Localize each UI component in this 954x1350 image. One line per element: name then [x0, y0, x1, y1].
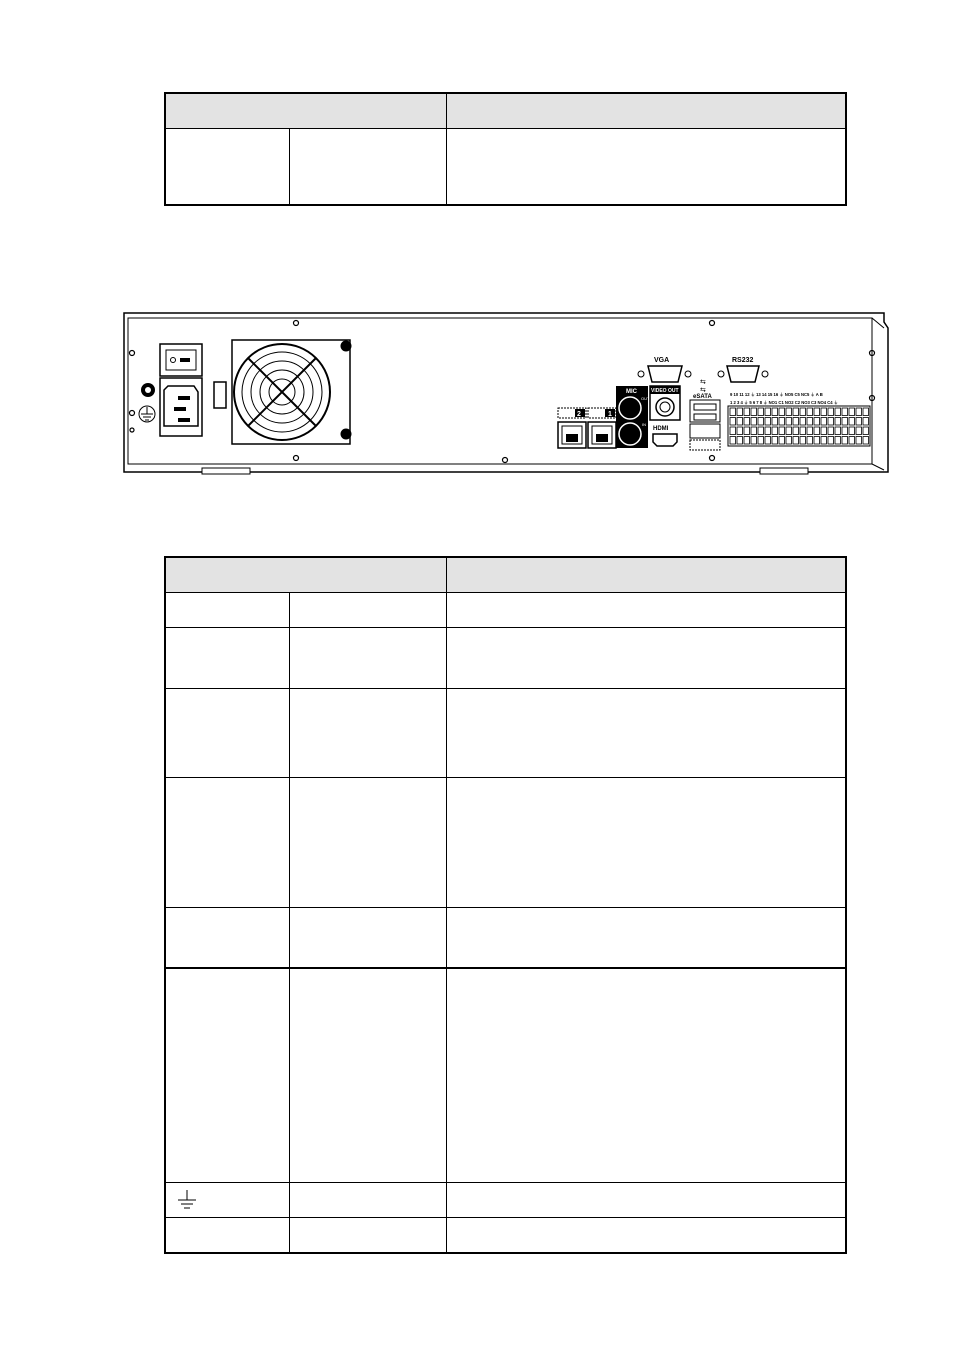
terminal-cell [737, 418, 743, 426]
hdmi-label: HDMI [653, 426, 669, 432]
terminal-cell [835, 437, 841, 445]
terminal-cell [863, 418, 869, 426]
terminal-cell [842, 437, 848, 445]
table-row [165, 593, 846, 628]
lan1-label: 1 [608, 411, 612, 418]
terminal-cell [758, 418, 764, 426]
table-cell [289, 778, 446, 908]
terminal-cell [821, 418, 827, 426]
terminal-cell [842, 408, 848, 416]
table-row [165, 129, 846, 205]
mic-in-label: IN [642, 422, 646, 427]
table-cell [165, 968, 289, 1183]
terminal-cell [835, 408, 841, 416]
terminal-cell [751, 418, 757, 426]
terminal-cell [863, 437, 869, 445]
terminal-cell [814, 437, 820, 445]
table-cell [165, 1183, 289, 1218]
terminal-cell [779, 437, 785, 445]
table-cell [289, 1183, 446, 1218]
table-row [165, 1183, 846, 1218]
terminal-cell [737, 427, 743, 435]
terminal-cell [849, 408, 855, 416]
rear-panel-diagram [120, 310, 890, 478]
header-cell [446, 557, 846, 593]
terminal-cell [835, 427, 841, 435]
terminal-cell [856, 418, 862, 426]
terminal-cell [730, 408, 736, 416]
table-cell [289, 968, 446, 1183]
terminal-cell [751, 437, 757, 445]
terminal-cell [863, 427, 869, 435]
terminal-cell [744, 437, 750, 445]
terminal-cell [856, 408, 862, 416]
table-cell [289, 593, 446, 628]
usb-icon: ⇆ [700, 387, 706, 394]
terminal-cell [730, 427, 736, 435]
terminal-cell [849, 427, 855, 435]
table-row [165, 628, 846, 689]
terminal-cell [793, 427, 799, 435]
terminal-cell [828, 437, 834, 445]
terminal-cell [800, 427, 806, 435]
usb-icon: ⇆ [700, 379, 706, 386]
table-cell [165, 593, 289, 628]
table-cell [446, 1218, 846, 1253]
alarm-bottom-labels: 1 2 3 4 ⏚ 5 6 7 8 ⏚ NO1 C1 NO2 C2 NO3 C3 NO4 C4 ⏚ [730, 400, 838, 405]
terminal-cell [758, 427, 764, 435]
terminal-cell [779, 427, 785, 435]
terminal-cell [863, 408, 869, 416]
table-row [165, 968, 846, 1183]
table-cell [446, 593, 846, 628]
table-cell [165, 908, 289, 968]
video-out-port [650, 386, 680, 420]
terminal-cell [786, 437, 792, 445]
terminal-cell [807, 408, 813, 416]
table-cell [446, 908, 846, 968]
terminal-cell [814, 418, 820, 426]
bottom-table [164, 556, 847, 1254]
table-cell [289, 689, 446, 778]
table-cell [289, 628, 446, 689]
terminal-cell [758, 408, 764, 416]
terminal-cell [800, 408, 806, 416]
terminal-cell [828, 427, 834, 435]
terminal-cell [807, 427, 813, 435]
terminal-cell [772, 408, 778, 416]
terminal-cell [744, 427, 750, 435]
bottom-table-header [165, 557, 846, 593]
terminal-cell [751, 427, 757, 435]
mic-label: MIC [626, 389, 637, 395]
terminal-cell [821, 437, 827, 445]
terminal-cell [793, 437, 799, 445]
rs232-label: RS232 [732, 357, 754, 364]
header-cell [446, 93, 846, 129]
video-out-label: VIDEO OUT [651, 388, 679, 394]
power-switch [160, 344, 202, 376]
table-cell [289, 908, 446, 968]
ground-icon [172, 1188, 202, 1212]
terminal-cell [856, 427, 862, 435]
terminal-cell [730, 418, 736, 426]
table-row [165, 908, 846, 968]
terminal-cell [849, 437, 855, 445]
terminal-cell [786, 427, 792, 435]
terminal-cell [737, 408, 743, 416]
vga-label: VGA [654, 357, 670, 364]
terminal-cell [821, 408, 827, 416]
terminal-cell [800, 437, 806, 445]
terminal-cell [765, 418, 771, 426]
power-inlet [160, 378, 202, 436]
top-table-header [165, 93, 846, 129]
table-cell [446, 129, 846, 205]
terminal-cell [744, 418, 750, 426]
terminal-cell [765, 437, 771, 445]
terminal-cell [786, 408, 792, 416]
terminal-cell [856, 437, 862, 445]
header-cell [165, 93, 446, 129]
terminal-cell [765, 427, 771, 435]
terminal-cell [828, 418, 834, 426]
terminal-cell [821, 427, 827, 435]
table-cell [446, 689, 846, 778]
terminal-cell [772, 437, 778, 445]
table-cell [165, 689, 289, 778]
terminal-cell [793, 408, 799, 416]
terminal-cell [814, 427, 820, 435]
table-cell [446, 1183, 846, 1218]
terminal-cell [772, 427, 778, 435]
terminal-cell [772, 418, 778, 426]
mic-out-label: OUT [641, 396, 650, 401]
table-cell [165, 1218, 289, 1253]
table-cell [446, 628, 846, 689]
terminal-cell [807, 437, 813, 445]
esata-label: eSATA [693, 394, 712, 400]
terminal-cell [751, 408, 757, 416]
table-cell [446, 778, 846, 908]
terminal-cell [779, 418, 785, 426]
terminal-cell [758, 437, 764, 445]
terminal-cell [828, 408, 834, 416]
table-cell [446, 968, 846, 1183]
table-cell [289, 1218, 446, 1253]
terminal-cell [744, 408, 750, 416]
terminal-cell [765, 408, 771, 416]
terminal-cell [793, 418, 799, 426]
alarm-top-labels: 9 10 11 12 ⏚ 13 14 15 16 ⏚ NO5 C5 NC5 ⏚ A B [730, 392, 823, 397]
terminal-cell [807, 418, 813, 426]
table-cell [165, 628, 289, 689]
terminal-cell [842, 427, 848, 435]
table-row [165, 1218, 846, 1253]
terminal-cell [814, 408, 820, 416]
terminal-cell [800, 418, 806, 426]
table-row [165, 778, 846, 908]
terminal-cell [779, 408, 785, 416]
terminal-cell [730, 437, 736, 445]
lan2-label: 2 [577, 411, 581, 418]
table-cell [289, 129, 446, 205]
header-cell [165, 557, 446, 593]
terminal-cell [835, 418, 841, 426]
table-row [165, 689, 846, 778]
terminal-cell [737, 437, 743, 445]
terminal-cell [849, 418, 855, 426]
terminal-cell [786, 418, 792, 426]
table-cell [165, 778, 289, 908]
top-table [164, 92, 847, 206]
terminal-cell [842, 418, 848, 426]
table-cell [165, 129, 289, 205]
mic-ports [616, 386, 650, 448]
